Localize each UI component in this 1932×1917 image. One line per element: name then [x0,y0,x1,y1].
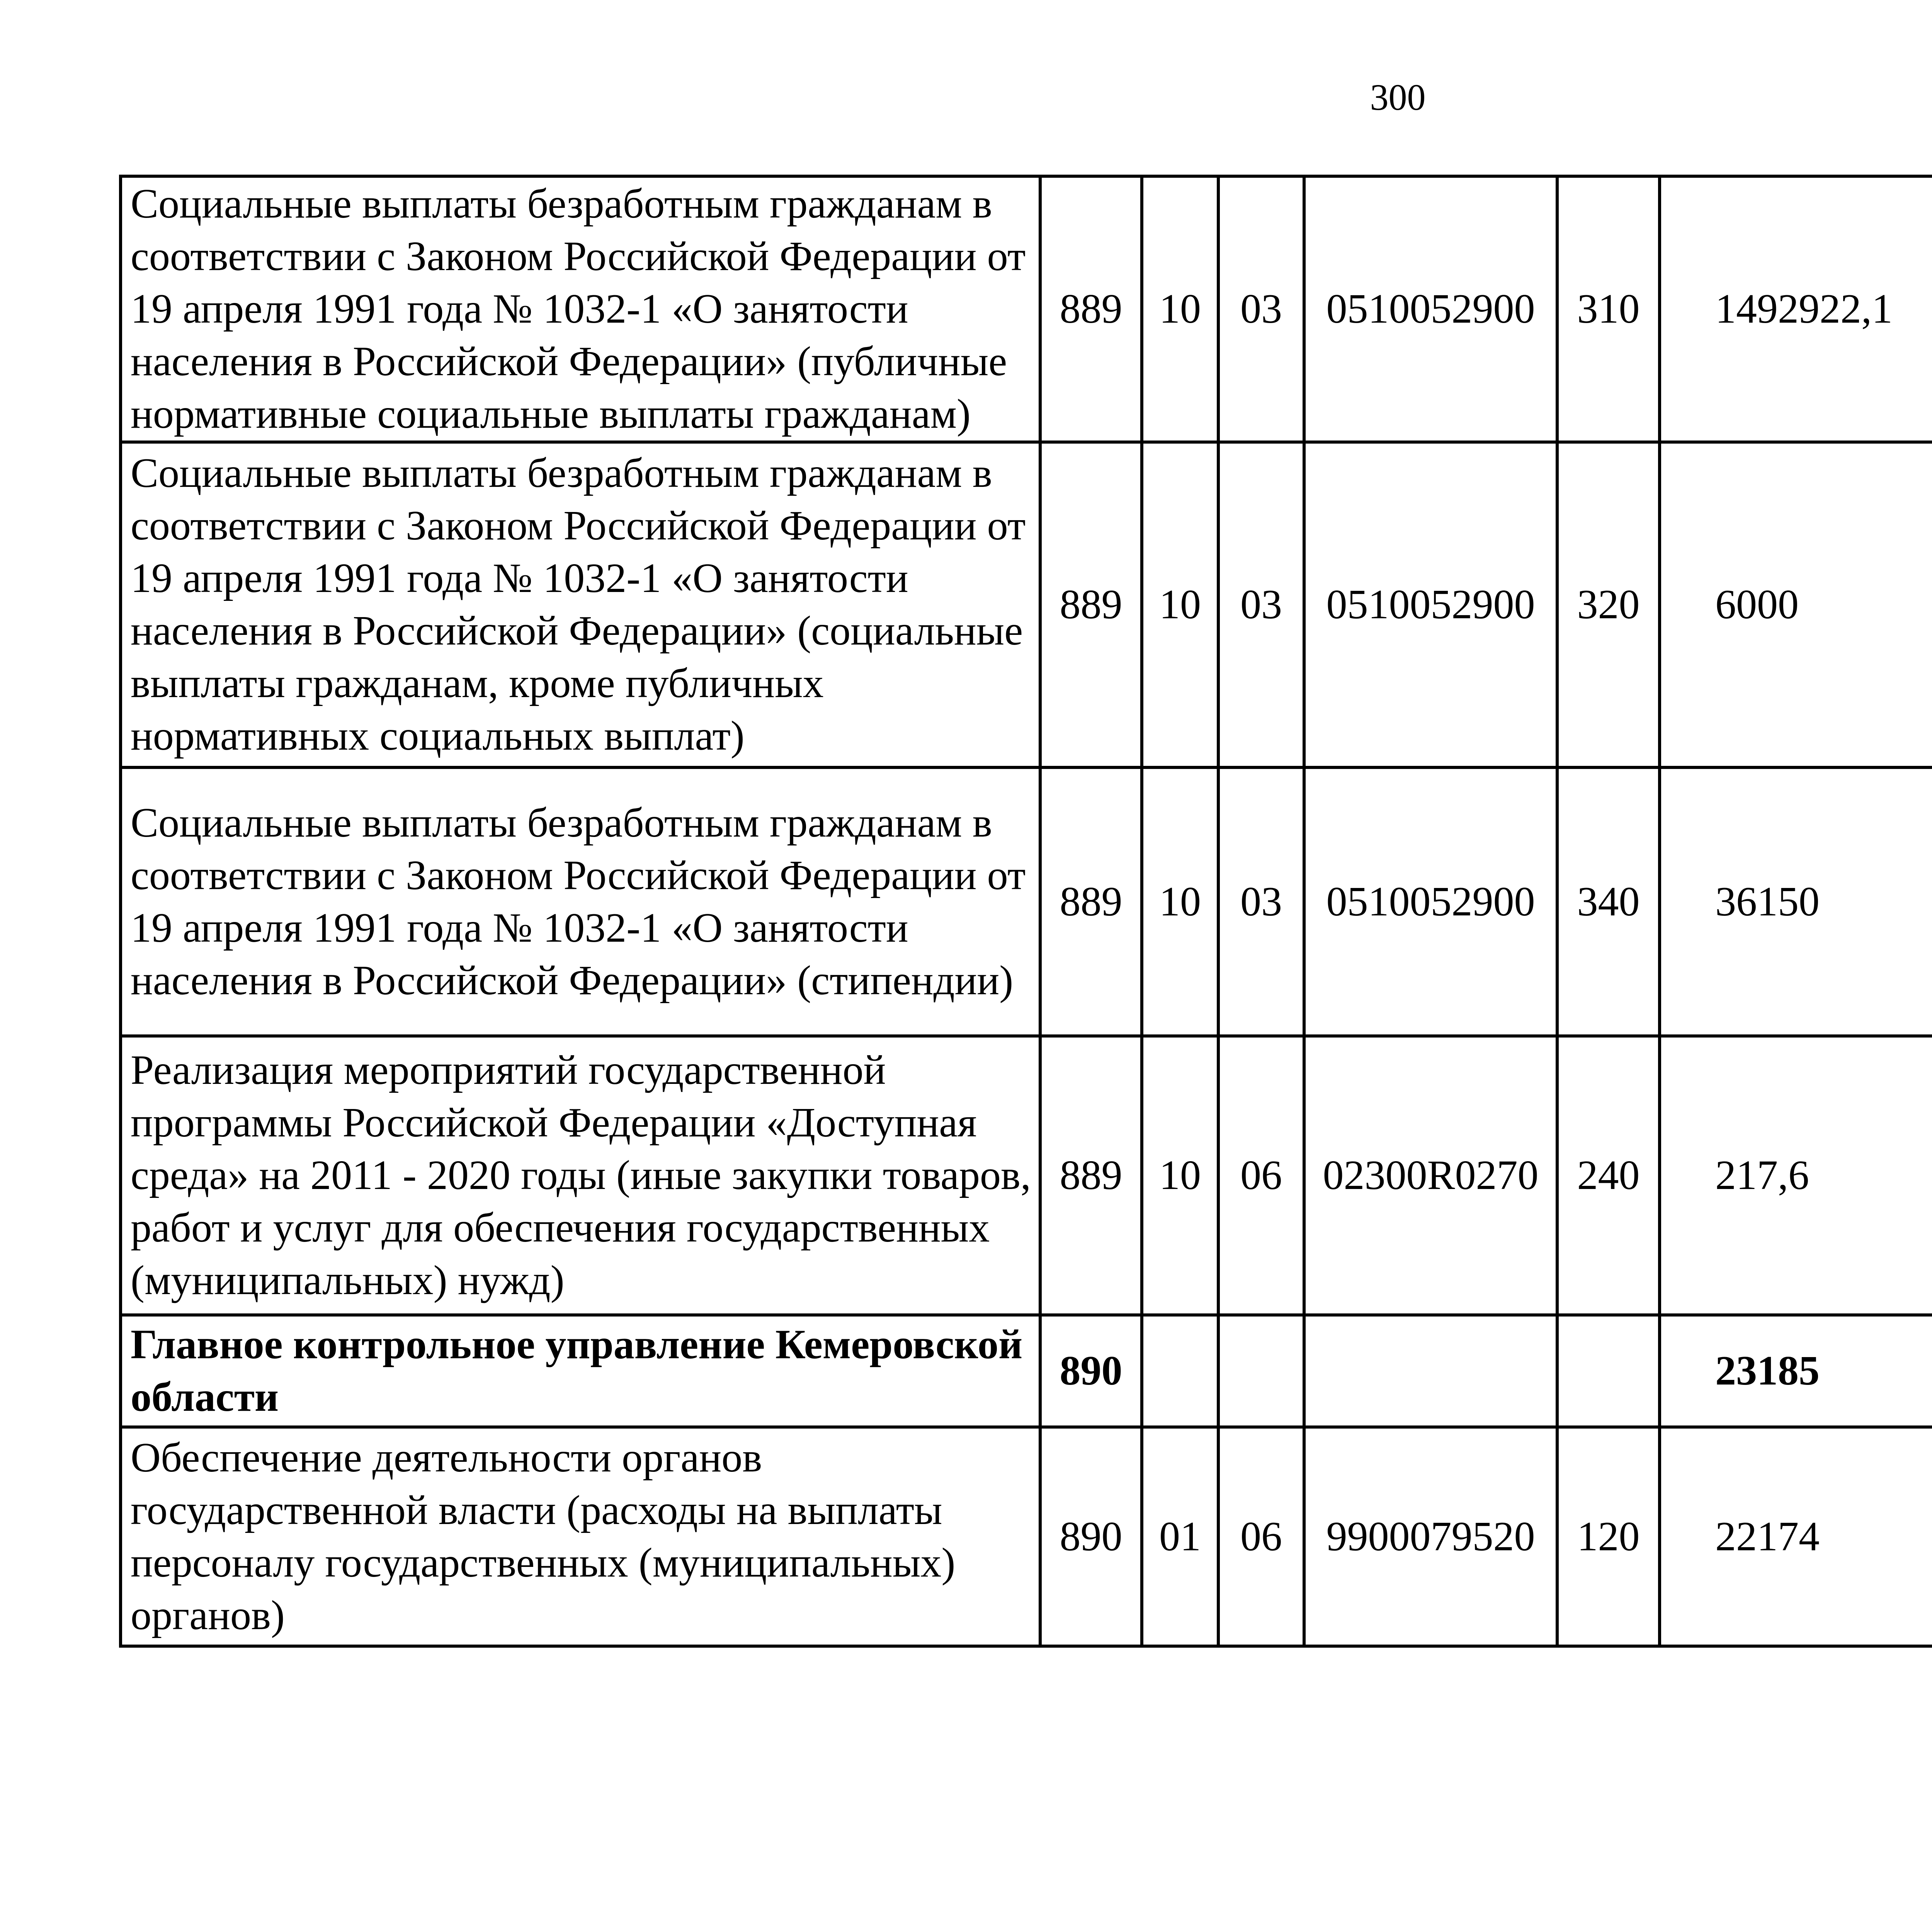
cell-vr [1557,1315,1660,1427]
table-row [121,1427,1932,1646]
cell-rz: 10 [1142,442,1218,767]
table-row [121,1036,1932,1315]
table-row-total [121,1315,1932,1427]
cell-csr: 0510052900 [1304,767,1557,1036]
cell-vr: 310 [1557,176,1660,442]
table-row [121,442,1932,767]
cell-pr [1218,1315,1304,1427]
cell-year1: 23185 [1660,1315,1932,1427]
cell-pr: 06 [1218,1427,1304,1646]
cell-csr: 0510052900 [1304,442,1557,767]
cell-year1: 22174 [1660,1427,1932,1646]
row-name: Главное контрольное управление Кемеровской области [121,1315,1040,1427]
cell-year1: 1492922,1 [1660,176,1932,442]
cell-vr: 120 [1557,1427,1660,1646]
cell-year1: 36150 [1660,767,1932,1036]
cell-rz: 10 [1142,767,1218,1036]
cell-year1: 217,6 [1660,1036,1932,1315]
cell-vr: 240 [1557,1036,1660,1315]
row-name: Социальные выплаты безработным гражданам в соответствии с Законом Российской Федерации от 19 апреля 1991 года № 1032-1 «О занятости населения в Российской Федерации» (социальные выплаты гражданам, кроме публичных нормативных социальных выплат) [121,442,1040,767]
row-name: Социальные выплаты безработным гражданам в соответствии с Законом Российской Федерации от 19 апреля 1991 года № 1032-1 «О занятости населения в Российской Федерации» (стипендии) [121,767,1040,1036]
cell-pr: 06 [1218,1036,1304,1315]
page-number: 300 [1370,77,1426,118]
budget-table [119,175,1932,1648]
row-name: Реализация мероприятий государственной программы Российской Федерации «Доступная среда» на 2011 - 2020 годы (иные закупки товаров, работ и услуг для обеспечения государственных (муниципальных) нужд) [121,1036,1040,1315]
cell-gr: 890 [1040,1427,1142,1646]
row-name: Обеспечение деятельности органов государственной власти (расходы на выплаты персоналу государственных (муниципальных) органов) [121,1427,1040,1646]
cell-gr: 890 [1040,1315,1142,1427]
cell-vr: 340 [1557,767,1660,1036]
cell-rz [1142,1315,1218,1427]
cell-gr: 889 [1040,176,1142,442]
cell-gr: 889 [1040,1036,1142,1315]
cell-pr: 03 [1218,767,1304,1036]
cell-csr [1304,1315,1557,1427]
table-row [121,767,1932,1036]
cell-gr: 889 [1040,767,1142,1036]
cell-rz: 10 [1142,176,1218,442]
cell-rz: 10 [1142,1036,1218,1315]
cell-gr: 889 [1040,442,1142,767]
cell-year1: 6000 [1660,442,1932,767]
cell-vr: 320 [1557,442,1660,767]
cell-csr: 0510052900 [1304,176,1557,442]
cell-pr: 03 [1218,176,1304,442]
cell-csr: 9900079520 [1304,1427,1557,1646]
table-row [121,176,1932,442]
cell-rz: 01 [1142,1427,1218,1646]
row-name: Социальные выплаты безработным гражданам в соответствии с Законом Российской Федерации от 19 апреля 1991 года № 1032-1 «О занятости населения в Российской Федерации» (публичные нормативные социальные выплаты гражданам) [121,176,1040,442]
cell-pr: 03 [1218,442,1304,767]
cell-csr: 02300R0270 [1304,1036,1557,1315]
